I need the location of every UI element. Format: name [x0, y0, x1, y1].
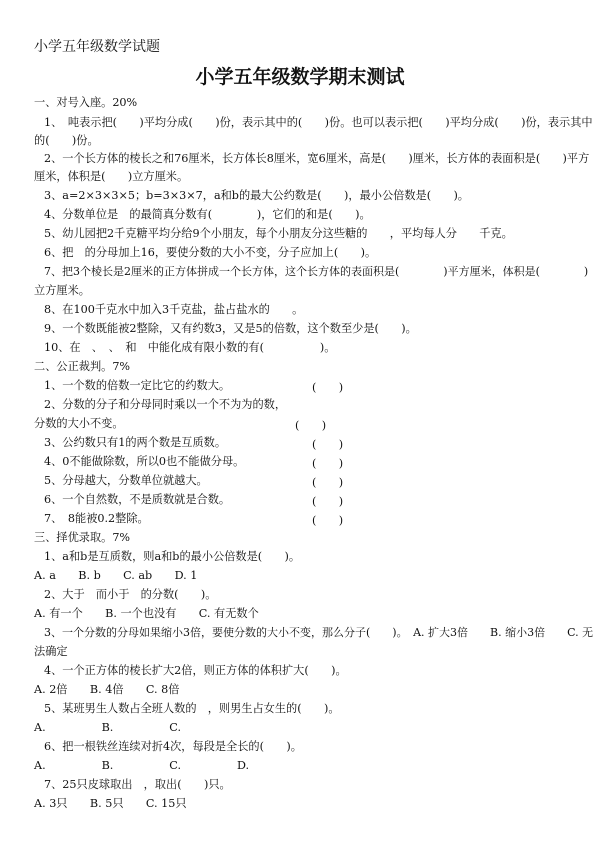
s2-paren-3[interactable]: ( ) — [312, 438, 344, 451]
s3-question-7: 7、25只皮球取出 ，取出( )只。 — [44, 778, 231, 791]
s3-question-6: 6、把一根铁丝连续对折4次，每段是全长的( )。 — [44, 740, 302, 753]
document-header: 小学五年级数学试题 — [34, 39, 160, 55]
s2-paren-4[interactable]: ( ) — [312, 457, 344, 470]
s1-question-7: 7、把3个棱长是2厘米的正方体拼成一个长方体，这个长方体的表面积是( )平方厘米，体积是( ) — [44, 265, 589, 278]
s2-item-3: 3、公约数只有1的两个数是互质数。 — [44, 436, 227, 449]
s3-question-3: 3、一个分数的分母如果缩小3倍，要使分数的大小不变，那么分子( )。 A. 扩大3倍 B. 缩小3倍 C. 无 — [44, 626, 594, 639]
s2-item-2: 2、分数的分子和分母同时乘以一个不为为的数， — [44, 398, 287, 411]
s1-question-8: 8、在100千克水中加入3千克盐，盐占盐水的 。 — [44, 303, 304, 316]
s1-question-6: 6、把 的分母加上16，要使分数的大小不变，分子应加上( )。 — [44, 246, 377, 259]
s2-paren-6[interactable]: ( ) — [312, 495, 344, 508]
s3-question-7-options: A. 3只 B. 5只 C. 15只 — [34, 797, 187, 810]
s3-question-1: 1、a和b是互质数，则a和b的最小公倍数是( )。 — [44, 550, 301, 563]
s3-question-3-cont: 法确定 — [34, 645, 68, 658]
s2-paren-2[interactable]: ( ) — [295, 419, 327, 432]
s3-question-1-options: A. a B. b C. ab D. 1 — [34, 569, 198, 582]
section2-heading: 二、公正裁判。7% — [34, 360, 131, 373]
s2-item-4: 4、0不能做除数，所以0也不能做分母。 — [44, 455, 245, 468]
s1-question-5: 5、幼儿园把2千克糖平均分给9个小朋友，每个小朋友分这些糖的 ，平均每人分 千克。 — [44, 227, 513, 240]
s1-question-2-cont: 厘米，体积是( )立方厘米。 — [34, 170, 189, 183]
s2-item-7: 7、 8能被0.2整除。 — [44, 512, 149, 525]
s2-item-1: 1、一个数的倍数一定比它的约数大。 — [44, 379, 231, 392]
s1-question-1-cont: 的( )份。 — [34, 134, 99, 147]
s2-paren-7[interactable]: ( ) — [312, 514, 344, 527]
s1-question-2: 2、一个长方体的棱长之和76厘米，长方体长8厘米，宽6厘米，高是( )厘米，长方体的表面积是( )平方 — [44, 152, 590, 165]
s2-item-6: 6、一个自然数，不是质数就是合数。 — [44, 493, 231, 506]
s3-question-5-options: A. B. C. — [34, 721, 182, 734]
s3-question-2-options: A. 有一个 B. 一个也没有 C. 有无数个 — [34, 607, 259, 620]
s2-paren-5[interactable]: ( ) — [312, 476, 344, 489]
s1-question-4: 4、分数单位是 的最简真分数有( )，它们的和是( )。 — [44, 208, 371, 221]
s2-paren-1[interactable]: ( ) — [312, 381, 344, 394]
s1-question-1: 1、 吨表示把( )平均分成( )份，表示其中的( )份。也可以表示把( )平均分成( )份，表示其中 — [44, 116, 593, 129]
s1-question-7-cont: 立方厘米。 — [34, 284, 90, 297]
s3-question-2: 2、大于 而小于 的分数( )。 — [44, 588, 217, 601]
section3-heading: 三、择优录取。7% — [34, 531, 131, 544]
s1-question-9: 9、一个数既能被2整除，又有约数3，又是5的倍数，这个数至少是( )。 — [44, 322, 417, 335]
s1-question-3: 3、a=2×3×3×5；b=3×3×7，a和b的最大公约数是( )，最小公倍数是( )。 — [44, 189, 469, 202]
s3-question-4-options: A. 2倍 B. 4倍 C. 8倍 — [34, 683, 180, 696]
s3-question-5: 5、某班男生人数占全班人数的 ，则男生占女生的( )。 — [44, 702, 340, 715]
s1-question-10: 10、在 、 、 和 中能化成有限小数的有( )。 — [44, 341, 336, 354]
section1-heading: 一、对号入座。20% — [34, 96, 138, 109]
page-title: 小学五年级数学期末测试 — [195, 66, 405, 88]
s3-question-4: 4、一个正方体的棱长扩大2倍，则正方体的体积扩大( )。 — [44, 664, 347, 677]
s2-item-2-cont: 分数的大小不变。 — [34, 417, 124, 430]
s2-item-5: 5、分母越大，分数单位就越大。 — [44, 474, 208, 487]
s3-question-6-options: A. B. C. D. — [34, 759, 250, 772]
